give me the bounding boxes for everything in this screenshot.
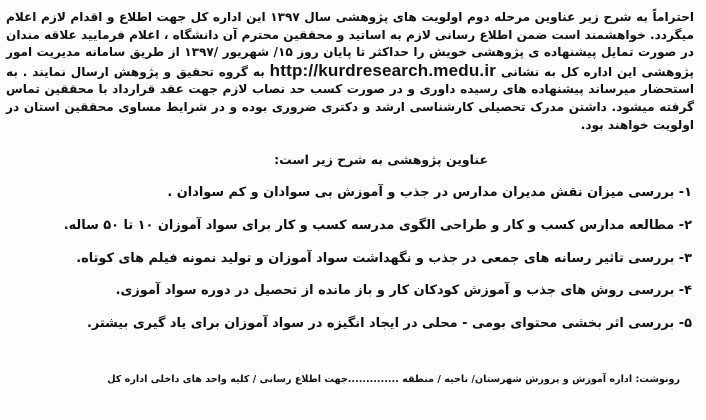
research-titles-list bbox=[2, 185, 692, 349]
research-title-item-5: ۵- بررسی اثر بخشی محتوای بومی - محلی در ایجاد انگیزه در سواد آموزان برای یاد گیری بیشتر. bbox=[86, 316, 692, 332]
research-title-item-4: ۴- بررسی روش های جذب و آموزش کودکان کار و باز مانده از تحصیل در دوره سواد آموزی. bbox=[115, 283, 692, 299]
research-title-item-1: ۱- بررسی میزان نقش مدیران مدارس در جذب و آموزش بی سوادان و کم سوادان . bbox=[167, 185, 692, 200]
research-titles-heading: عناوین پژوهشی به شرح زیر است: bbox=[274, 152, 488, 167]
intro-paragraph bbox=[6, 9, 694, 134]
research-portal-url[interactable]: http://kurdresearch.medu.ir bbox=[269, 60, 497, 80]
intro-text-after-url: به گروه تحقیق و پژوهش ارسال نمایند . به استحضار میرساند پیشنهاده های رسیده داوری و در صورت کسب حد نصاب لازم جهت عقد قرارداد با محققین تماس گرفته میشود. داشتن مدرک تحصیلی کارشناسی ارشد و دکتری ضروری بوده و در شرایط مساوی محققین استان در اولویت خواهند بود. bbox=[6, 64, 694, 132]
intro-text-before-url: احتراماً به شرح زیر عناوین مرحله دوم اولویت های پژوهشی سال ۱۳۹۷ این اداره کل جهت اطلاع و اقدام لازم اعلام میگردد. خواهشمند است ضمن اطلاع رسانی لازم به اساتید و محققین محترم آن دانشگاه ، اعلام فرمایید علاقه مندان در صورت تمایل پیشنهاده ی پژوهشی خویش را حداکثر تا پایان روز ۱۵/ شهریور /۱۳۹۷ از طریق سامانه مدیریت امور پژوهشی این اداره کل به نشانی bbox=[6, 10, 695, 79]
copy-recipients-footer: رونوشت: اداره آموزش و پرورش شهرستان/ ناحیه / منطقه ..............جهت اطلاع رسانی / کلیه واحد های داخلی اداره کل bbox=[107, 374, 680, 385]
research-title-item-3: ۳- بررسی تاثیر رسانه های جمعی در جذب و نگهداشت سواد آموزان و تولید نمونه فیلم های کوتاه. bbox=[76, 250, 692, 266]
research-title-item-2: ۲- مطالعه مدارس کسب و کار و طراحی الگوی مدرسه کسب و کار برای سواد آموزان ۱۰ تا ۵۰ ساله. bbox=[63, 217, 692, 233]
